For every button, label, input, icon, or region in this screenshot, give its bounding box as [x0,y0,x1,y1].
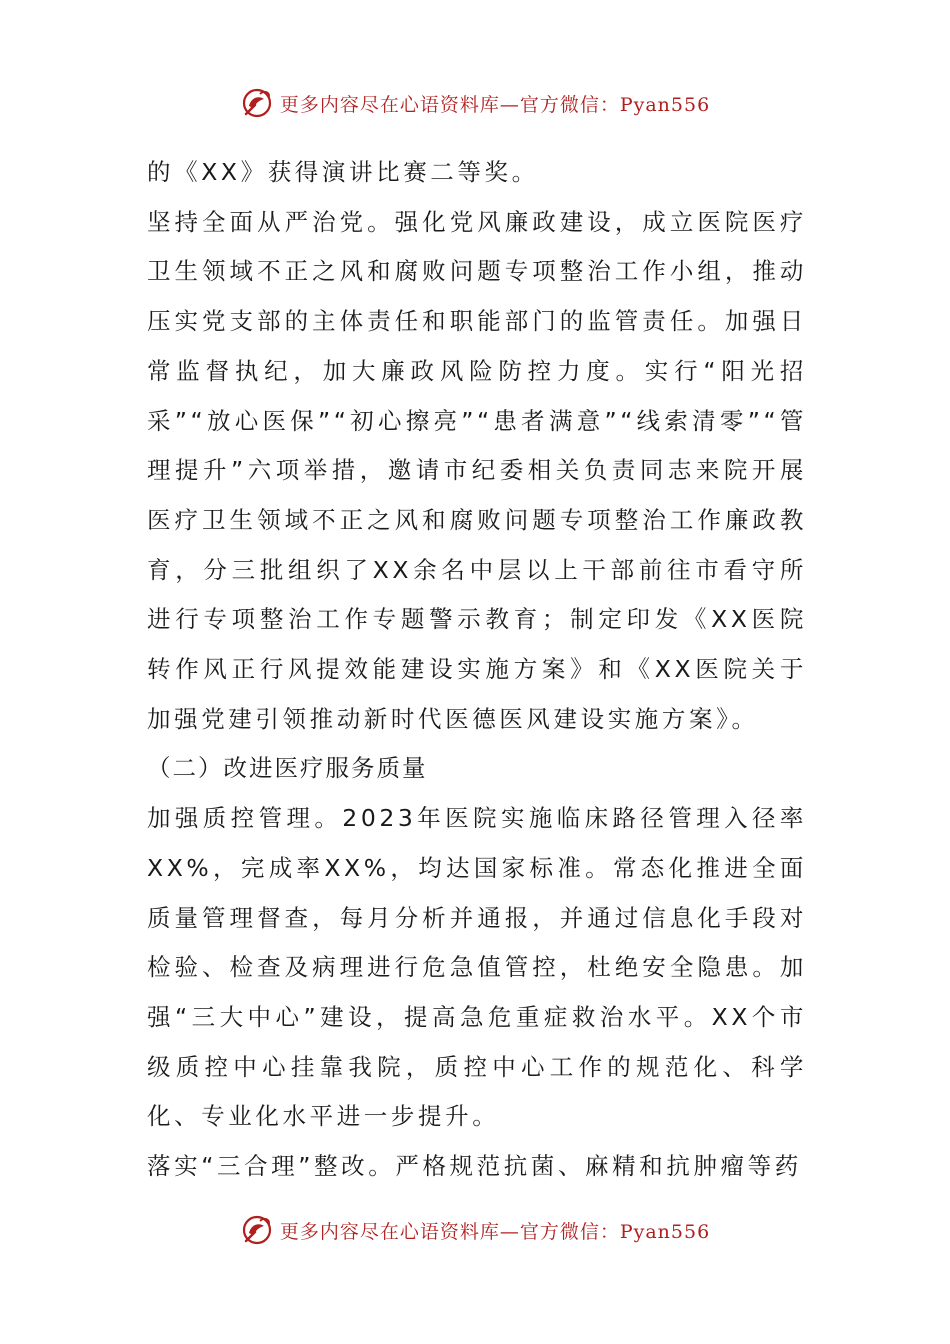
pen-heart-logo-icon [240,86,274,120]
footer-watermark-banner [0,1210,950,1250]
header-watermark-text: 更多内容尽在心语资料库—官方微信：Pyan556 [279,93,711,116]
paragraph-three-rational: 落实“三合理”整改。严格规范抗菌、麻精和抗肿瘤等药 [147,1152,802,1181]
pen-heart-logo-icon [240,1213,274,1247]
paragraph-party-governance: 坚持全面从严治党。强化党风廉政建设，成立医院医疗卫生领域不正之风和腐败问题专项整治工作小组，推动压实党支部的主体责任和职能部门的监管责任。加强日常监督执纪，加大廉政风险防控力度。实行“阳光招采”“放心医保”“初心擦亮”“患者满意”“线索清零”“管理提升”六项举措，邀请市纪委相关负责同志来院开展医疗卫生领域不正之风和腐败问题专项整治工作廉政教育，分三批组织了XX余名中层以上干部前往市看守所进行专项整治工作专题警示教育；制定印发《XX医院转作风正行风提效能建设实施方案》和《XX医院关于加强党建引领推动新时代医德医风建设实施方案》。 [147,207,807,733]
paragraph-award-continuation: 的《XX》获得演讲比赛二等奖。 [147,158,539,186]
section-heading-service-quality: （二）改进医疗服务质量 [147,754,428,783]
header-watermark-banner [0,83,950,123]
paragraph-quality-control: 加强质控管理。2023年医院实施临床路径管理入径率XX%，完成率XX%，均达国家标准。常态化推进全面质量管理督查，每月分析并通报，并通过信息化手段对检验、检查及病理进行危急值管控，杜绝安全隐患。加强“三大中心”建设，提高急危重症救治水平。XX个市级质控中心挂靠我院，质控中心工作的规范化、科学化、专业化水平进一步提升。 [147,804,807,1131]
document-body [147,148,807,1192]
footer-watermark-text: 更多内容尽在心语资料库—官方微信：Pyan556 [279,1220,711,1243]
